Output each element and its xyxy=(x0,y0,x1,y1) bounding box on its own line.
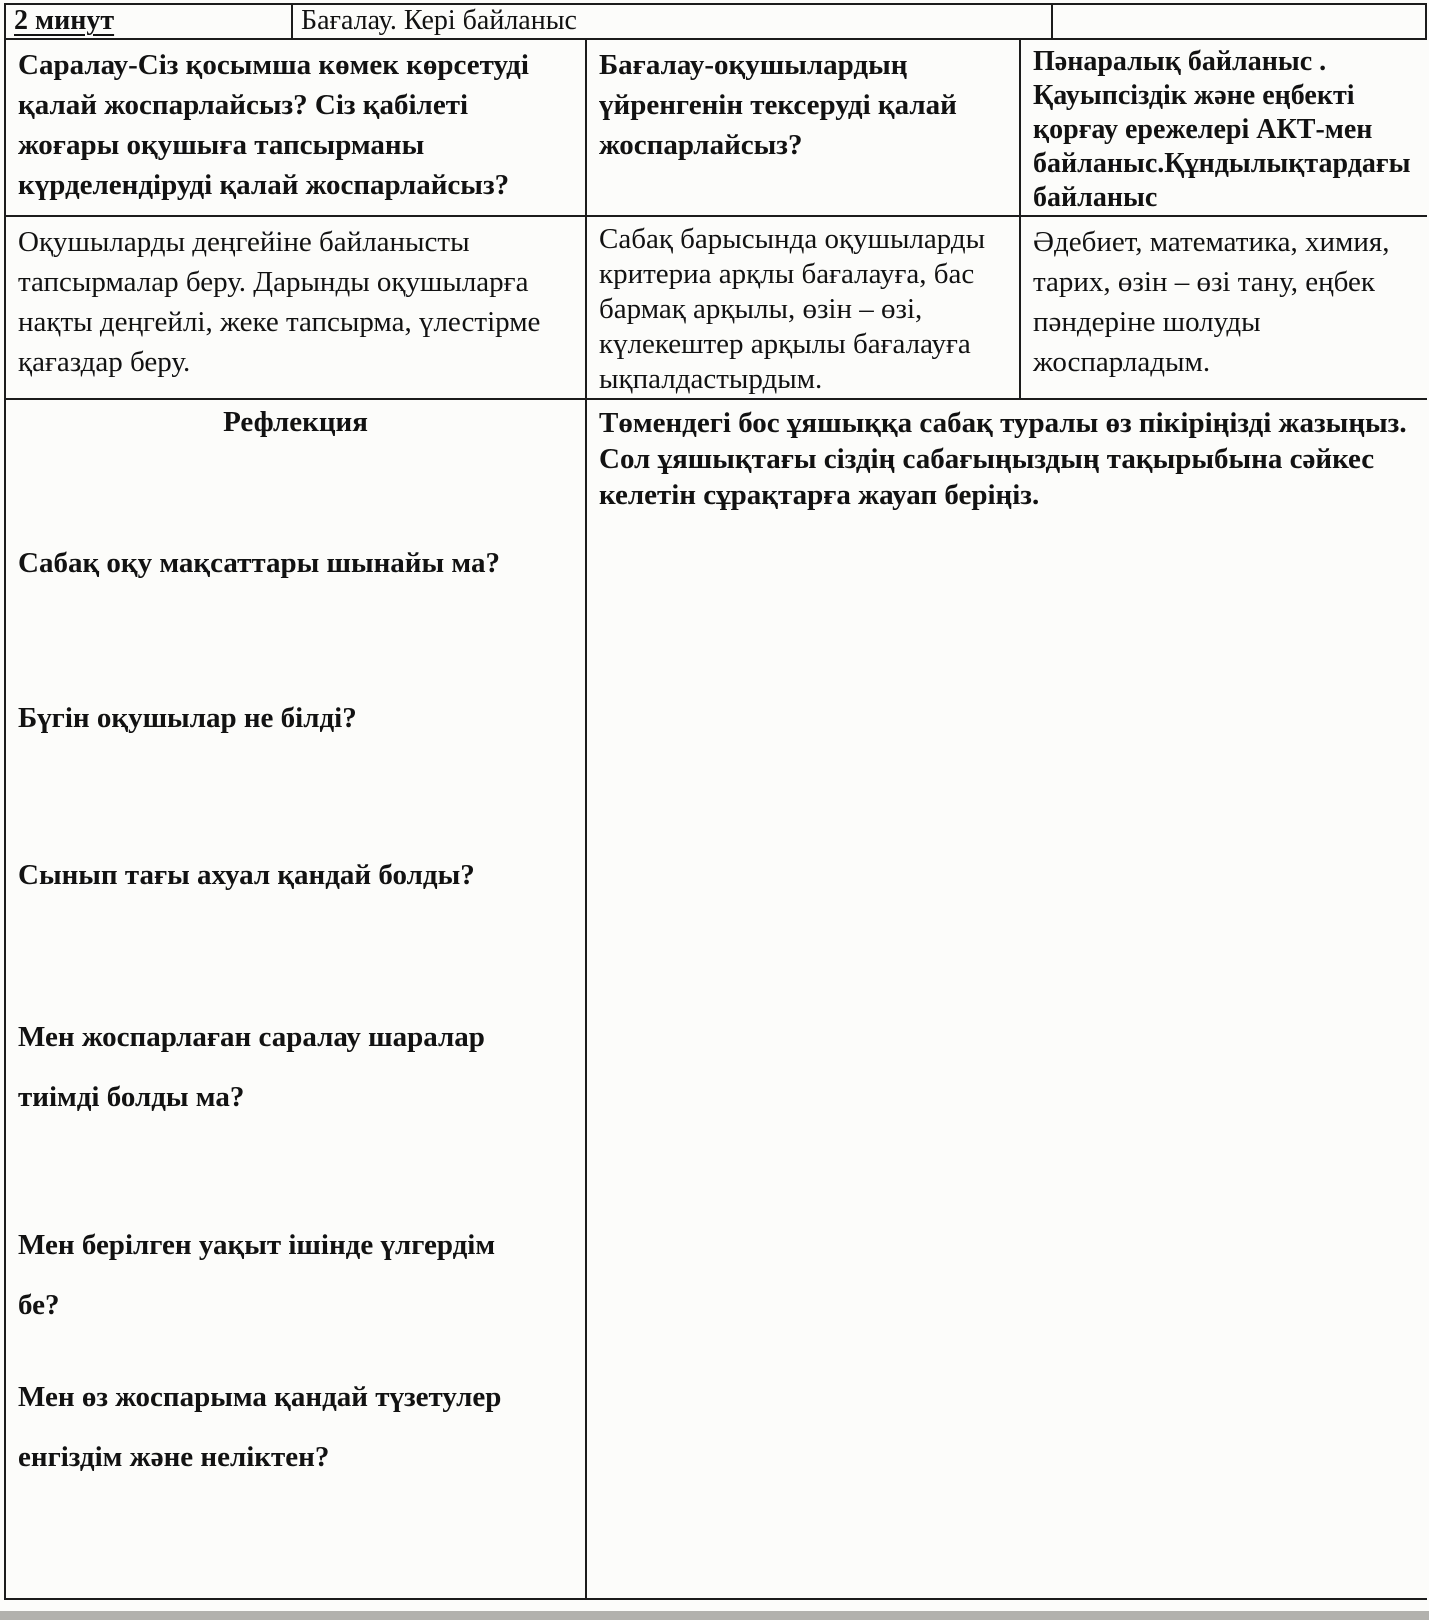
reflection-instruction: Төмендегі бос ұяшыққа сабақ туралы өз пікіріңізді жазыңыз. Сол ұяшықтағы сіздің сабағыңыздың тақырыбына сәйкес келетін сұрақтарға жауап беріңіз. xyxy=(599,407,1407,511)
reflection-answer-cell xyxy=(587,400,1427,1598)
reflection-question: Сабақ оқу мақсаттары шынайы ма? xyxy=(18,547,500,579)
stage-title-cell xyxy=(293,5,1053,38)
section-content-row xyxy=(6,217,1427,400)
reflection-question: Мен берілген уақыт ішінде үлгердім бе? xyxy=(18,1229,496,1321)
reflection-questions-cell xyxy=(6,400,587,1598)
assessment-header: Бағалау-оқушылардың үйренгенін тексеруді қалай жоспарлайсыз? xyxy=(587,40,1021,215)
differentiation-content: Оқушыларды деңгейіне байланысты тапсырмалар беру. Дарынды оқушыларға нақты деңгейлі, жеке тапсырма, үлестірме қағаздар беру. xyxy=(6,217,587,398)
differentiation-header: Саралау-Сіз қосымша көмек көрсетуді қалай жоспарлайсыз? Сіз қабілеті жоғары оқушыға тапсырманы күрделендіруді қалай жоспарлайсыз? xyxy=(6,40,587,215)
reflection-heading: Рефлекция xyxy=(223,406,368,438)
timing-row xyxy=(6,5,1427,40)
section-header-row xyxy=(6,40,1427,217)
reflection-question: Сынып тағы ахуал қандай болды? xyxy=(18,859,475,891)
interdisciplinary-links-header: Пәнаралық байланыс . Қауыпсіздік және еңбекті қорғау ережелері АКТ-мен байланыс.Құндылықтардағы байланыс xyxy=(1033,46,1411,213)
scan-bottom-edge xyxy=(0,1611,1429,1620)
interdisciplinary-links-content: Әдебиет, математика, химия, тарих, өзін – өзі тану, еңбек пәндеріне шолуды жоспарладым. xyxy=(1033,226,1390,378)
duration-label: 2 минут xyxy=(14,5,115,36)
reflection-question: Мен өз жоспарыма қандай түзетулер енгіздім және неліктен? xyxy=(18,1381,502,1473)
reflection-question: Бүгін оқушылар не білді? xyxy=(18,702,357,734)
timing-empty-cell xyxy=(1053,5,1427,38)
assessment-content: Сабақ барысында оқушыларды критериа арқлы бағалауға, бас бармақ арқылы, өзін – өзі, күлекештер арқылы бағалауға ықпалдастырдым. xyxy=(587,217,1021,398)
reflection-row xyxy=(6,400,1427,1600)
stage-title-label: Бағалау. Кері байланыс xyxy=(301,5,577,36)
duration-cell xyxy=(6,5,293,38)
reflection-question: Мен жоспарлаған саралау шаралар тиімді болды ма? xyxy=(18,1021,485,1113)
lesson-plan-table xyxy=(4,3,1427,1600)
